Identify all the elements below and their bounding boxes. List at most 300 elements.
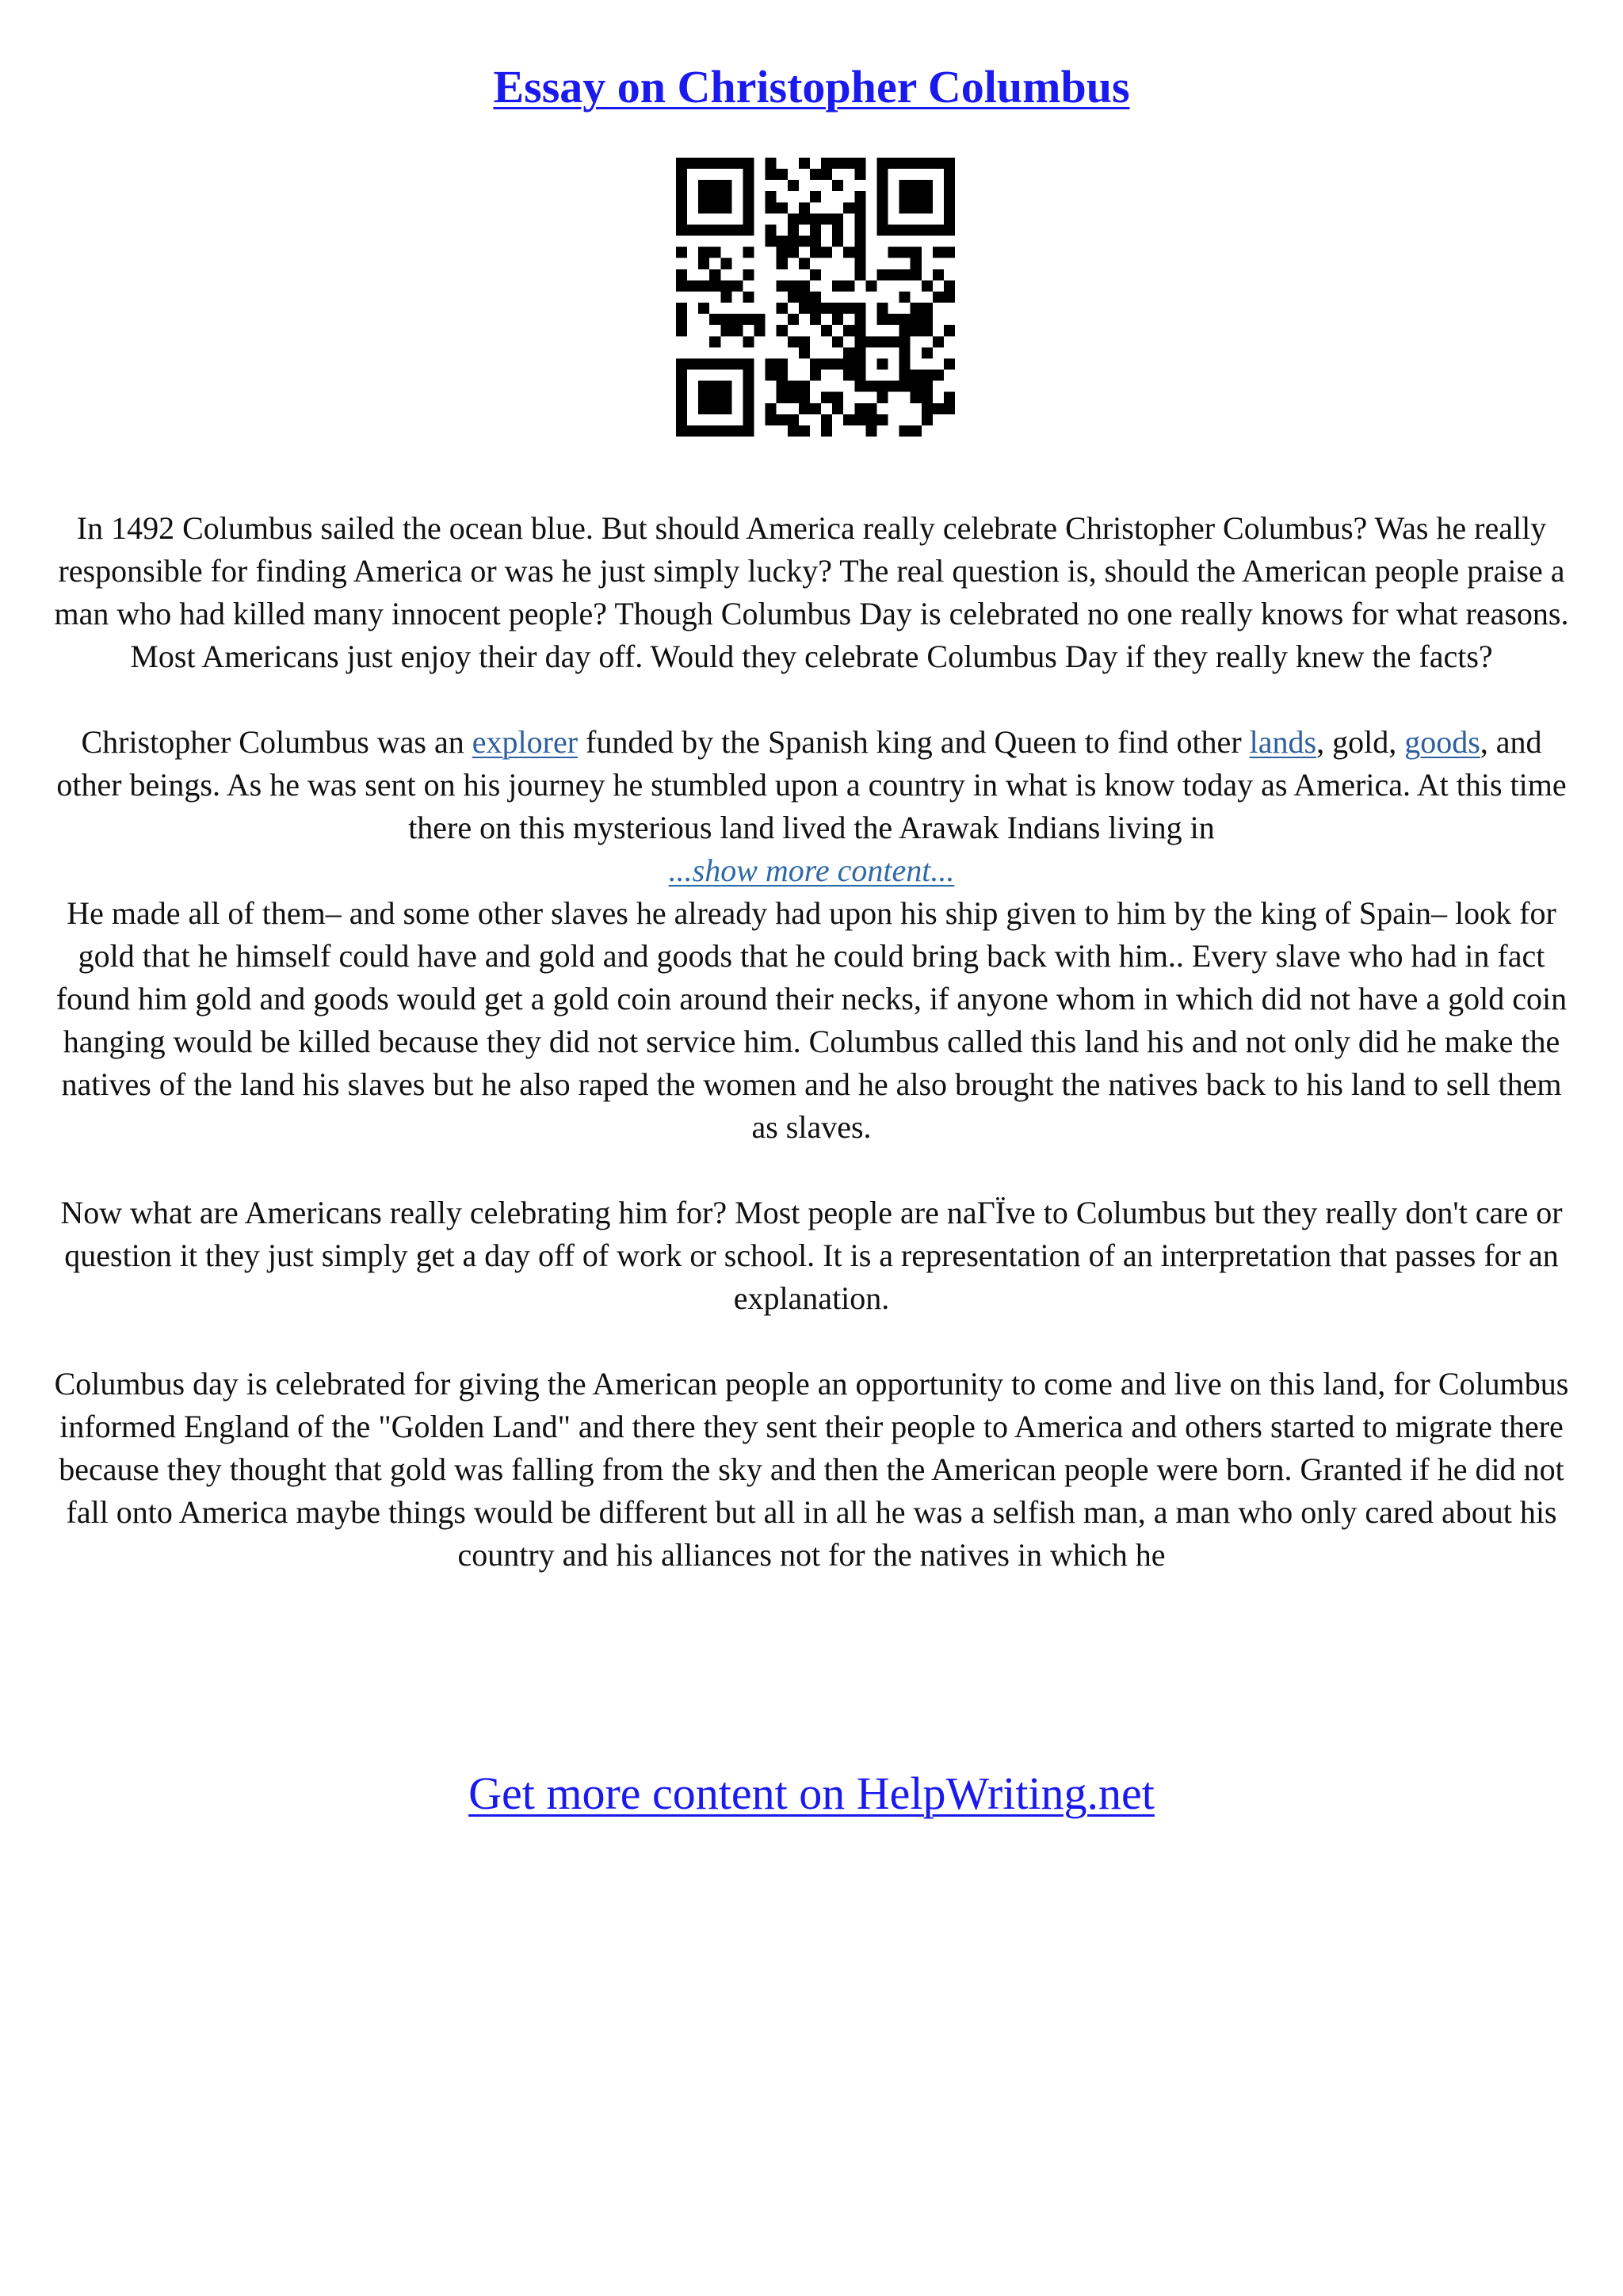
qr-module: [944, 325, 955, 336]
qr-module: [676, 414, 687, 425]
qr-module: [709, 191, 720, 202]
qr-module: [911, 370, 922, 381]
qr-module: [709, 403, 720, 414]
qr-module: [720, 224, 731, 235]
qr-module: [933, 247, 944, 258]
qr-module: [876, 381, 888, 392]
qr-module: [720, 191, 731, 202]
paragraph-columbus-day: Columbus day is celebrated for giving the American people an opportunity to come and live on this land, for Columbus informed England of the "Golden Land" and there they sent their people to America and others started to migrate there because they thought that gold was falling from the sky and then the American people were born. Granted if he did not fall onto America maybe things would be different but all in all he was a selfish man, a man who only cared about his country and his alliances not for the natives in which he: [54, 1366, 1569, 1573]
qr-module: [911, 325, 922, 336]
qr-module: [854, 169, 865, 180]
qr-module: [810, 169, 821, 180]
qr-module: [843, 247, 854, 258]
qr-module: [788, 292, 799, 303]
qr-module: [944, 224, 955, 235]
qr-module: [766, 202, 777, 213]
qr-module: [888, 247, 899, 258]
qr-module: [911, 303, 922, 314]
qr-module: [810, 224, 821, 235]
goods-link[interactable]: goods: [1404, 724, 1480, 760]
qr-module: [720, 158, 731, 169]
qr-module: [899, 180, 911, 191]
qr-module: [865, 403, 876, 414]
qr-module: [899, 292, 911, 303]
qr-module: [821, 325, 832, 336]
qr-module: [899, 347, 911, 358]
qr-module: [676, 247, 687, 258]
qr-module: [799, 236, 810, 247]
paragraph-explorer-text-4: , and other beings. As he was sent on his journey he stumbled upon a country in what is know today as America. At this time there on this mysterious land lived the Arawak Indians living in: [56, 724, 1567, 845]
qr-module: [832, 392, 843, 403]
qr-module: [731, 224, 743, 235]
qr-module: [799, 347, 810, 358]
qr-module: [720, 381, 731, 392]
qr-module: [676, 370, 687, 381]
qr-module: [832, 158, 843, 169]
page-title: [0, 59, 1623, 116]
qr-module: [720, 358, 731, 369]
qr-module: [922, 392, 933, 403]
qr-module: [821, 425, 832, 437]
qr-module: [788, 213, 799, 224]
qr-module: [698, 247, 709, 258]
qr-module: [766, 236, 777, 247]
qr-module: [766, 403, 777, 414]
qr-module: [933, 336, 944, 347]
qr-module: [777, 202, 788, 213]
qr-module: [876, 392, 888, 403]
qr-module: [720, 202, 731, 213]
qr-module: [854, 347, 865, 358]
qr-module: [933, 370, 944, 381]
qr-module: [799, 381, 810, 392]
qr-module: [876, 213, 888, 224]
qr-module: [922, 325, 933, 336]
qr-module: [743, 202, 754, 213]
qr-module: [698, 358, 709, 369]
qr-module: [698, 425, 709, 437]
qr-module: [810, 269, 821, 280]
qr-module: [933, 158, 944, 169]
qr-module: [899, 202, 911, 213]
qr-module: [888, 314, 899, 325]
qr-module: [821, 213, 832, 224]
qr-module: [698, 381, 709, 392]
qr-module: [911, 247, 922, 258]
qr-module: [754, 325, 766, 336]
essay-body: [48, 507, 1575, 1577]
qr-module: [899, 191, 911, 202]
qr-module: [876, 414, 888, 425]
qr-module: [911, 202, 922, 213]
qr-module: [933, 269, 944, 280]
qr-module: [854, 403, 865, 414]
qr-module: [676, 191, 687, 202]
qr-module: [777, 325, 788, 336]
qr-module: [832, 213, 843, 224]
qr-module: [876, 269, 888, 280]
qr-module: [944, 392, 955, 403]
qr-module: [799, 292, 810, 303]
qr-module: [899, 381, 911, 392]
qr-module: [854, 358, 865, 369]
qr-module: [854, 325, 865, 336]
qr-module: [698, 403, 709, 414]
qr-module: [899, 224, 911, 235]
qr-module: [698, 303, 709, 314]
qr-module: [854, 236, 865, 247]
qr-module: [911, 392, 922, 403]
qr-module: [854, 258, 865, 269]
qr-module: [709, 158, 720, 169]
qr-module: [911, 180, 922, 191]
qr-module: [709, 269, 720, 280]
qr-module: [777, 258, 788, 269]
qr-module: [766, 224, 777, 235]
qr-module: [821, 169, 832, 180]
qr-module: [720, 180, 731, 191]
qr-module: [922, 403, 933, 414]
qr-module: [676, 392, 687, 403]
qr-module: [821, 303, 832, 314]
qr-module: [720, 280, 731, 292]
qr-module: [899, 358, 911, 369]
qr-module: [743, 392, 754, 403]
qr-module: [843, 202, 854, 213]
qr-module: [709, 358, 720, 369]
qr-module: [799, 258, 810, 269]
qr-module: [731, 280, 743, 292]
qr-module: [854, 336, 865, 347]
qr-module: [766, 414, 777, 425]
qr-module: [709, 247, 720, 258]
qr-module: [777, 236, 788, 247]
qr-module: [743, 381, 754, 392]
qr-module: [810, 358, 821, 369]
qr-module: [743, 269, 754, 280]
qr-module: [911, 158, 922, 169]
qr-module: [876, 180, 888, 191]
qr-module: [888, 269, 899, 280]
qr-module: [777, 370, 788, 381]
qr-module: [799, 425, 810, 437]
qr-module: [709, 280, 720, 292]
qr-module: [743, 169, 754, 180]
qr-module: [676, 213, 687, 224]
qr-module: [788, 180, 799, 191]
qr-module: [854, 303, 865, 314]
qr-module: [944, 202, 955, 213]
qr-module: [854, 224, 865, 235]
qr-module: [944, 358, 955, 369]
qr-module: [821, 158, 832, 169]
qr-module: [899, 336, 911, 347]
qr-module: [743, 213, 754, 224]
title-link[interactable]: Essay on Christopher Columbus: [493, 61, 1130, 113]
qr-module: [810, 314, 821, 325]
qr-module: [709, 381, 720, 392]
qr-module: [876, 169, 888, 180]
qr-module: [788, 392, 799, 403]
qr-module: [777, 303, 788, 314]
qr-module: [743, 403, 754, 414]
qr-module: [888, 158, 899, 169]
qr-module: [911, 224, 922, 235]
qr-module: [922, 370, 933, 381]
qr-module: [832, 314, 843, 325]
qr-module: [843, 414, 854, 425]
qr-module: [676, 303, 687, 314]
qr-module: [911, 191, 922, 202]
qr-module: [854, 202, 865, 213]
qr-module: [922, 347, 933, 358]
qr-module: [821, 247, 832, 258]
qr-module: [865, 414, 876, 425]
qr-module: [911, 381, 922, 392]
qr-module: [911, 269, 922, 280]
qr-module: [687, 425, 698, 437]
qr-module: [720, 292, 731, 303]
qr-module: [854, 314, 865, 325]
qr-module: [777, 169, 788, 180]
qr-module: [922, 414, 933, 425]
qr-module: [687, 358, 698, 369]
lands-link[interactable]: lands: [1249, 724, 1317, 760]
qr-module: [698, 158, 709, 169]
qr-module: [876, 191, 888, 202]
paragraph-explorer-text-3: , gold,: [1316, 724, 1405, 760]
qr-module: [888, 381, 899, 392]
qr-module: [821, 414, 832, 425]
qr-module: [944, 191, 955, 202]
qr-module: [777, 280, 788, 292]
qr-module: [676, 381, 687, 392]
qr-module: [933, 292, 944, 303]
qr-module: [709, 425, 720, 437]
qr-module: [788, 414, 799, 425]
qr-module: [698, 224, 709, 235]
qr-module: [743, 358, 754, 369]
qr-module: [720, 314, 731, 325]
qr-module: [944, 180, 955, 191]
qr-module: [832, 403, 843, 414]
qr-module: [766, 370, 777, 381]
qr-module: [788, 314, 799, 325]
show-more-link[interactable]: ...show more content...: [668, 852, 955, 888]
qr-module: [676, 314, 687, 325]
qr-module: [698, 191, 709, 202]
qr-module: [720, 258, 731, 269]
qr-module: [810, 236, 821, 247]
qr-module: [743, 158, 754, 169]
qr-module: [788, 280, 799, 292]
qr-module: [876, 336, 888, 347]
qr-module: [865, 425, 876, 437]
qr-module: [743, 191, 754, 202]
qr-module: [832, 236, 843, 247]
qr-module: [777, 392, 788, 403]
qr-module: [777, 381, 788, 392]
qr-module: [899, 325, 911, 336]
qr-code: [676, 158, 955, 437]
footer: [0, 1765, 1623, 1822]
qr-module: [922, 303, 933, 314]
qr-module: [854, 381, 865, 392]
qr-module: [687, 224, 698, 235]
qr-module: [676, 202, 687, 213]
qr-module: [766, 191, 777, 202]
paragraph-slaves: He made all of them– and some other slaves he already had upon his ship given to him by the king of Spain– look for gold that he himself could have and gold and goods that he could bring back with him.. Every slave who had in fact found him gold and goods would get a gold coin around their necks, if anyone whom in which did not have a gold coin hanging would be killed because they did not service him. Columbus called this land his and not only did he make the natives of the land his slaves but he also raped the women and he also brought the natives back to his land to sell them as slaves.: [55, 895, 1568, 1145]
qr-module: [731, 358, 743, 369]
qr-module: [788, 425, 799, 437]
qr-module: [876, 202, 888, 213]
qr-module: [854, 213, 865, 224]
qr-module: [854, 414, 865, 425]
qr-module: [720, 425, 731, 437]
qr-module: [843, 325, 854, 336]
qr-module: [731, 314, 743, 325]
qr-module: [854, 191, 865, 202]
qr-module: [676, 158, 687, 169]
qr-module: [911, 258, 922, 269]
paragraph-explorer-text-2: funded by the Spanish king and Queen to find other: [578, 724, 1250, 760]
qr-module: [933, 224, 944, 235]
qr-module: [922, 180, 933, 191]
qr-module: [865, 381, 876, 392]
qr-module: [709, 224, 720, 235]
paragraph-explorer-text-1: Christopher Columbus was an: [81, 724, 472, 760]
qr-module: [888, 224, 899, 235]
qr-module: [676, 425, 687, 437]
explorer-link[interactable]: explorer: [472, 724, 579, 760]
qr-module: [788, 381, 799, 392]
paragraph-intro: In 1492 Columbus sailed the ocean blue. But should America really celebrate Christopher Columbus? Was he really responsible for finding America or was he just simply lucky? The real question is, should the American people praise a man who had killed many innocent people? Though Columbus Day is celebrated no one really knows for what reasons. Most Americans just enjoy their day off. Would they celebrate Columbus Day if they really knew the facts?: [54, 510, 1569, 674]
qr-module: [766, 158, 777, 169]
qr-module: [944, 247, 955, 258]
qr-module: [933, 403, 944, 414]
qr-module: [676, 180, 687, 191]
qr-module: [743, 180, 754, 191]
qr-module: [821, 358, 832, 369]
qr-module: [832, 358, 843, 369]
qr-module: [944, 403, 955, 414]
qr-module: [698, 392, 709, 403]
qr-module: [922, 314, 933, 325]
qr-module: [899, 425, 911, 437]
paragraph-explorer: [48, 721, 1575, 849]
qr-module: [687, 158, 698, 169]
qr-module: [731, 425, 743, 437]
qr-module: [810, 303, 821, 314]
qr-module: [720, 403, 731, 414]
qr-module: [865, 280, 876, 292]
qr-module: [922, 224, 933, 235]
qr-module: [854, 158, 865, 169]
qr-module: [810, 292, 821, 303]
qr-module: [944, 280, 955, 292]
qr-module: [709, 202, 720, 213]
qr-module: [799, 392, 810, 403]
qr-module: [899, 247, 911, 258]
qr-module: [810, 247, 821, 258]
qr-module: [911, 314, 922, 325]
qr-module: [743, 314, 754, 325]
qr-module: [911, 425, 922, 437]
qr-module: [854, 247, 865, 258]
qr-module: [922, 191, 933, 202]
qr-module: [821, 392, 832, 403]
qr-module: [843, 347, 854, 358]
qr-module: [799, 303, 810, 314]
qr-module: [899, 370, 911, 381]
qr-module: [743, 247, 754, 258]
qr-module: [766, 169, 777, 180]
qr-module: [876, 358, 888, 369]
qr-module: [731, 158, 743, 169]
qr-module: [799, 213, 810, 224]
qr-module: [832, 224, 843, 235]
qr-module: [922, 158, 933, 169]
qr-module: [876, 158, 888, 169]
qr-module: [832, 303, 843, 314]
qr-module: [788, 236, 799, 247]
qr-module: [687, 280, 698, 292]
qr-module: [944, 169, 955, 180]
qr-module: [731, 325, 743, 336]
qr-module: [876, 314, 888, 325]
qr-module: [843, 303, 854, 314]
qr-module: [709, 314, 720, 325]
qr-module: [698, 180, 709, 191]
qr-module: [709, 336, 720, 347]
qr-module: [676, 358, 687, 369]
qr-module: [899, 269, 911, 280]
qr-code-image: [676, 158, 955, 437]
qr-module: [676, 269, 687, 280]
qr-module: [922, 280, 933, 292]
qr-module: [810, 370, 821, 381]
qr-module: [709, 180, 720, 191]
qr-module: [944, 158, 955, 169]
qr-module: [922, 381, 933, 392]
qr-module: [843, 280, 854, 292]
qr-module: [698, 202, 709, 213]
qr-module: [777, 358, 788, 369]
qr-module: [743, 370, 754, 381]
qr-module: [944, 292, 955, 303]
qr-module: [843, 158, 854, 169]
qr-module: [698, 280, 709, 292]
qr-module: [754, 314, 766, 325]
qr-module: [743, 425, 754, 437]
qr-module: [720, 325, 731, 336]
qr-module: [676, 280, 687, 292]
qr-module: [676, 169, 687, 180]
qr-module: [944, 213, 955, 224]
qr-module: [810, 191, 821, 202]
qr-module: [676, 325, 687, 336]
helpwriting-link[interactable]: Get more content on HelpWriting.net: [468, 1768, 1155, 1819]
qr-module: [854, 370, 865, 381]
qr-module: [799, 280, 810, 292]
qr-module: [922, 202, 933, 213]
qr-module: [799, 158, 810, 169]
qr-module: [843, 370, 854, 381]
qr-module: [810, 403, 821, 414]
qr-module: [743, 224, 754, 235]
qr-module: [698, 258, 709, 269]
qr-module: [743, 292, 754, 303]
